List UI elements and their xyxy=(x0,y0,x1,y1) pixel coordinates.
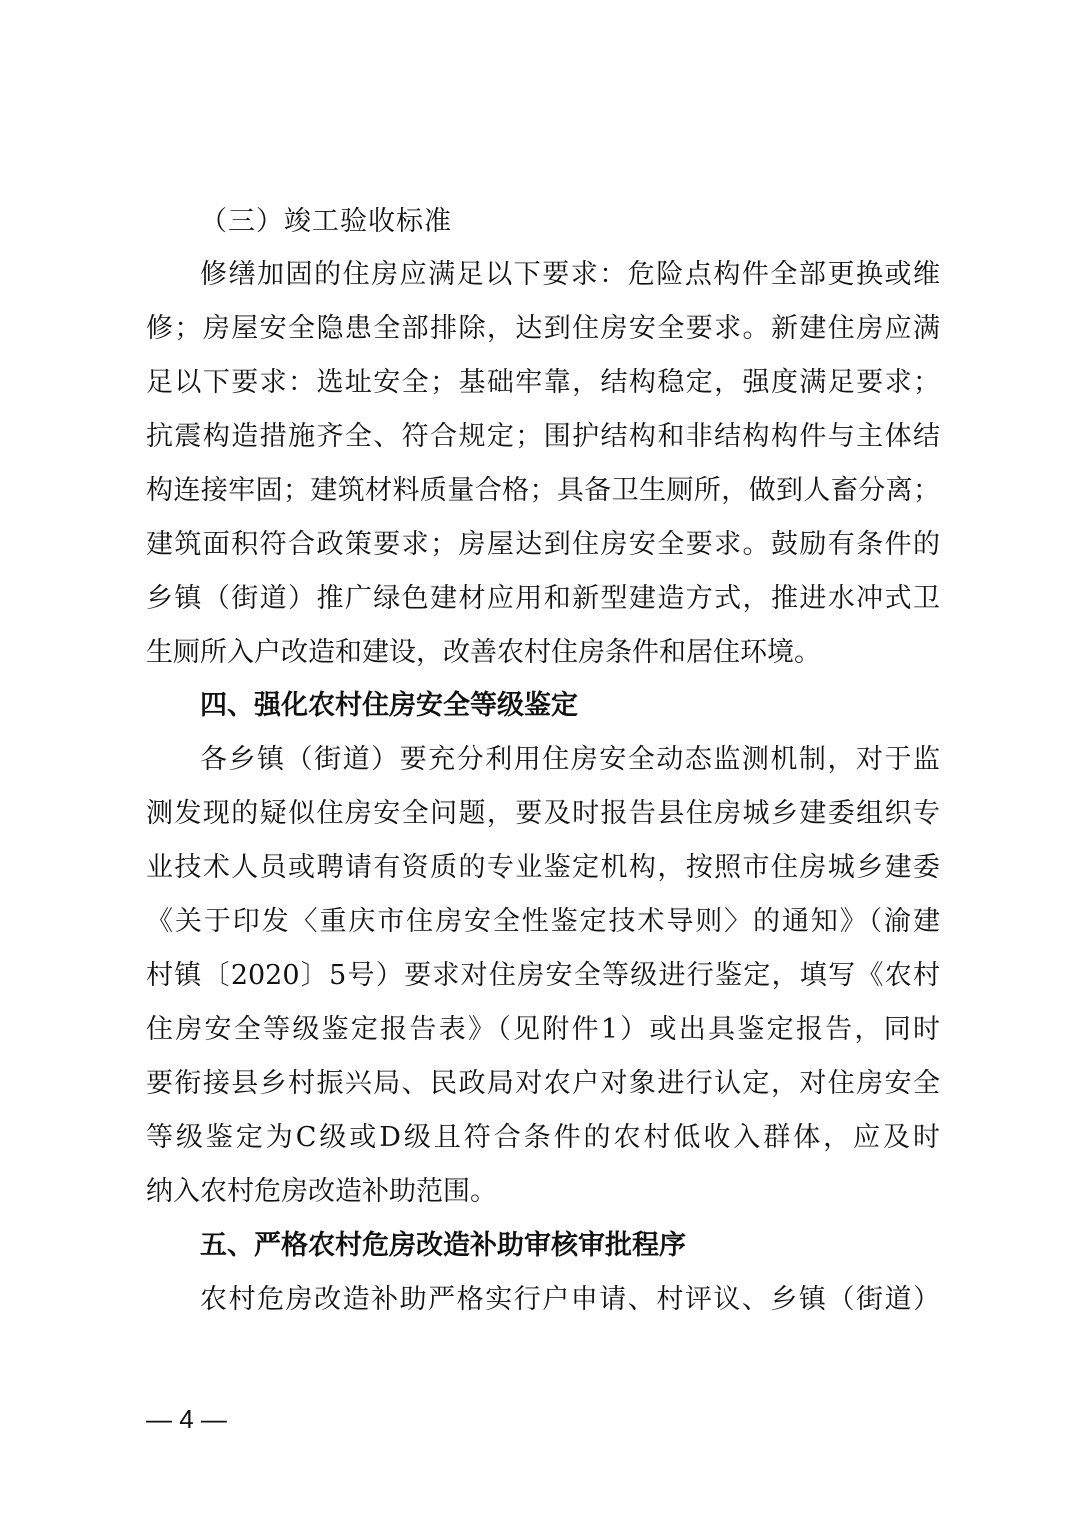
paragraph-line: 修缮加固的住房应满足以下要求：危险点构件全部更换或维 xyxy=(200,259,940,290)
paragraph-line: 要衔接县乡村振兴局、民政局对农户对象进行认定，对住房安全 xyxy=(146,1068,940,1099)
page-number: — 4 — xyxy=(146,1404,227,1434)
paragraph-line: 修；房屋安全隐患全部排除，达到住房安全要求。新建住房应满 xyxy=(146,313,940,344)
paragraph-line: 测发现的疑似住房安全问题，要及时报告县住房城乡建委组织专 xyxy=(146,798,940,829)
paragraph-line: 各乡镇（街道）要充分利用住房安全动态监测机制，对于监 xyxy=(200,744,940,775)
paragraph-line: 建筑面积符合政策要求；房屋达到住房安全要求。鼓励有条件的 xyxy=(146,529,940,560)
paragraph-line: 村镇〔2020〕5号）要求对住房安全等级进行鉴定，填写《农村 xyxy=(146,960,940,991)
paragraph-line: 生厕所入户改造和建设，改善农村住房条件和居住环境。 xyxy=(146,637,821,668)
paragraph-line: 住房安全等级鉴定报告表》（见附件1）或出具鉴定报告，同时 xyxy=(146,1014,940,1045)
subsection-heading: （三）竣工验收标准 xyxy=(200,206,452,237)
paragraph-line: 等级鉴定为C级或D级且符合条件的农村低收入群体，应及时 xyxy=(146,1122,940,1153)
paragraph-line: 抗震构造措施齐全、符合规定；围护结构和非结构构件与主体结 xyxy=(146,421,940,452)
paragraph-line: 构连接牢固；建筑材料质量合格；具备卫生厕所，做到人畜分离； xyxy=(146,475,940,506)
paragraph-line: 业技术人员或聘请有资质的专业鉴定机构，按照市住房城乡建委 xyxy=(146,852,940,883)
paragraph-line: 乡镇（街道）推广绿色建材应用和新型建造方式，推进水冲式卫 xyxy=(146,583,940,614)
paragraph-line: 纳入农村危房改造补助范围。 xyxy=(146,1176,497,1207)
paragraph-line: 农村危房改造补助严格实行户申请、村评议、乡镇（街道） xyxy=(200,1284,940,1315)
paragraph-line: 足以下要求：选址安全；基础牢靠，结构稳定，强度满足要求； xyxy=(146,367,940,398)
section-heading: 四、强化农村住房安全等级鉴定 xyxy=(200,690,578,721)
paragraph-line: 《关于印发〈重庆市住房安全性鉴定技术导则〉的通知》（渝建 xyxy=(146,906,940,937)
section-heading: 五、严格农村危房改造补助审核审批程序 xyxy=(200,1230,686,1261)
